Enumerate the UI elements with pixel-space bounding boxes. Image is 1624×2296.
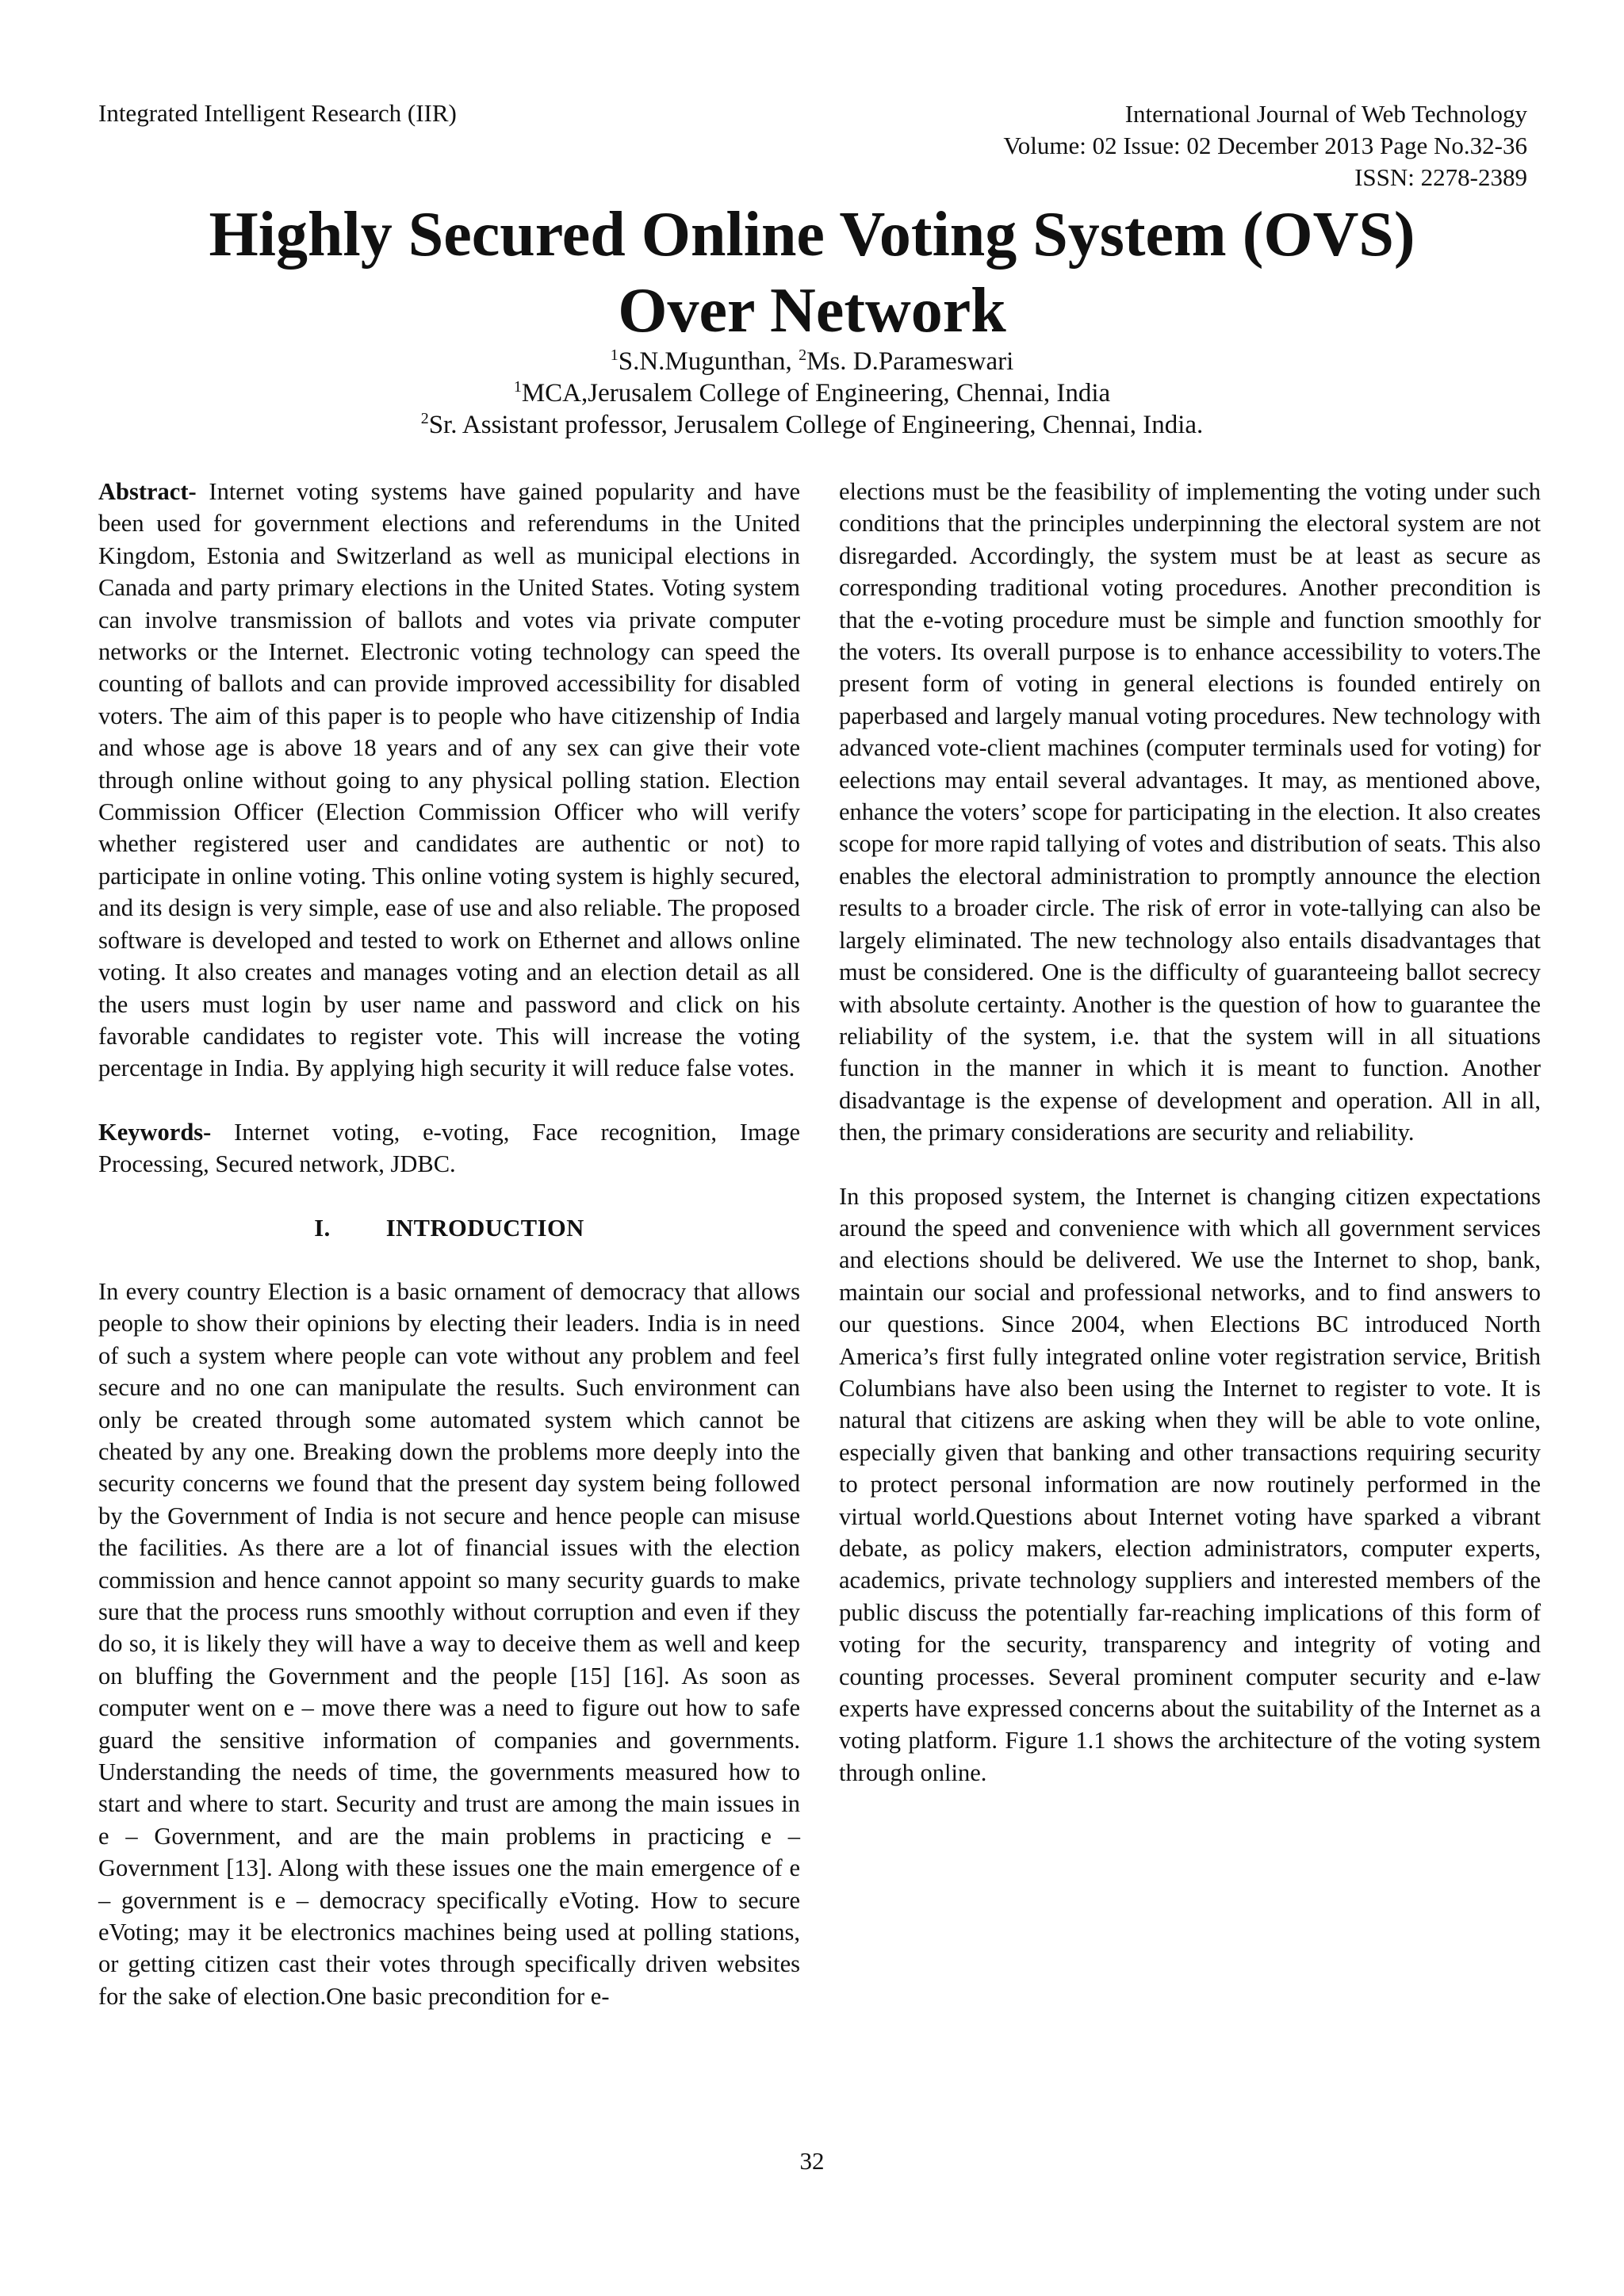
- paper-title: [98, 197, 1526, 349]
- keywords-label: Keywords-: [98, 1118, 212, 1146]
- intro-paragraph-right-1: elections must be the feasibility of implementing the voting under such conditions that the principles underpinning the electoral system are not disregarded. Accordingly, the system must be at least as secure as corresponding traditional voting procedures. Another precondition is that the e-voting procedure must be simple and function smoothly for the voters. Its overall purpose is to enhance accessibility to voters.The present form of voting in general elections is founded entirely on paperbased and largely manual voting procedures. New technology with advanced vote-client machines (computer terminals used for voting) for eelections may entail several advantages. It may, as mentioned above, enhance the voters’ scope for participating in the election. It also creates scope for more rapid tallying of votes and distribution of seats. This also enables the electoral administration to promptly announce the election results to a broader circle. The risk of error in vote-tallying can also be largely eliminated. The new technology also entails disadvantages that must be considered. One is the difficulty of guaranteeing ballot secrecy with absolute certainty. Another is the question of how to guarantee the reliability of the system, i.e. that the system will in all situations function in the manner in which it is meant to function. Another disadvantage is the expense of development and operation. All in all, then, the primary considerations are security and reliability.: [839, 478, 1541, 1146]
- abstract-paragraph: [98, 476, 800, 1085]
- keywords-paragraph: [98, 1116, 800, 1181]
- section-heading-introduction: [98, 1212, 800, 1244]
- header-journal-info: [1003, 98, 1527, 193]
- header-volume: Volume: 02 Issue: 02 December 2013 Page No.32-36: [1003, 132, 1527, 159]
- keywords-text: Internet voting, e-voting, Face recognition, Image Processing, Secured network, JDBC.: [98, 1118, 800, 1178]
- affiliation-1: [98, 377, 1526, 409]
- author1-name: S.N.Mugunthan,: [618, 347, 799, 376]
- section-number: I.: [314, 1214, 331, 1242]
- right-column: [839, 476, 1541, 1820]
- author-block: [98, 346, 1526, 441]
- paper-title-line2: Over Network: [618, 276, 1006, 346]
- author1-sup: 1: [610, 346, 619, 364]
- header-issn: ISSN: 2278-2389: [1354, 163, 1527, 191]
- author2-sup: 2: [799, 346, 807, 364]
- abstract-text: Internet voting systems have gained popularity and have been used for government elections and referendums in the United Kingdom, Estonia and Switzerland as well as municipal elections in Canada and party primary elections in the United States. Voting system can involve transmission of ballots and votes via private computer networks or the Internet. Electronic voting technology can speed the counting of ballots and can provide improved accessibility for disabled voters. The aim of this paper is to people who have citizenship of India and whose age is above 18 years and of any sex can give their vote through online without going to any physical polling station. Election Commission Officer (Election Commission Officer who will verify whether registered user and candidates are authentic or not) to participate in online voting. This online voting system is highly secured, and its design is very simple, ease of use and also reliable. The proposed software is developed and tested to work on Ethernet and allows online voting. It also creates and manages voting and an election detail as all the users must login by user name and password and click on his favorable candidates to register vote. This will increase the voting percentage in India. By applying high security it will reduce false votes.: [98, 478, 800, 1082]
- page-number: 32: [799, 2147, 825, 2175]
- intro-paragraph-left: In every country Election is a basic ornament of democracy that allows people to show their opinions by electing their leaders. India is in need of such a system where people can vote without any problem and feel secure and no one can manipulate the results. Such environment can only be created through some automated system which cannot be cheated by any one. Breaking down the problems more deeply into the security concerns we found that the present day system being followed by the Government of India is not secure and hence people can misuse the facilities. As there are a lot of financial issues with the election commission and hence cannot appoint so many security guards to make sure that the process runs smoothly without corruption and even if they do so, it is likely they will have a way to deceive them as well and keep on bluffing the Government and the people [15] [16]. As soon as computer went on e – move there was a need to figure out how to safe guard the sensitive information of companies and governments. Understanding the needs of time, the governments measured how to start and where to start. Security and trust are among the main issues in e – Government, and are the main problems in practicing e – Government [13]. Along with these issues one the main emergence of e – government is e – democracy specifically eVoting. How to secure eVoting; may it be electronics machines being used at polling stations, or getting citizen cast their votes through specifically driven websites for the sake of election.One basic precondition for e-: [98, 1277, 800, 2010]
- author2-name: Ms. D.Parameswari: [806, 347, 1014, 376]
- header-publisher: Integrated Intelligent Research (IIR): [98, 99, 457, 127]
- paper-title-line1: Highly Secured Online Voting System (OVS): [209, 200, 1415, 270]
- header-journal-name: International Journal of Web Technology: [1124, 100, 1527, 128]
- affiliation-2: [98, 409, 1526, 441]
- author-names: [98, 346, 1526, 377]
- abstract-label: Abstract-: [98, 478, 197, 505]
- affiliation2-text: Sr. Assistant professor, Jerusalem College of Engineering, Chennai, India.: [428, 411, 1204, 439]
- left-column: [98, 476, 800, 2044]
- affiliation2-sup: 2: [420, 410, 429, 427]
- affiliation1-sup: 1: [513, 378, 522, 396]
- intro-paragraph-right-2: In this proposed system, the Internet is changing citizen expectations around the speed and convenience with which all government services and elections should be delivered. We use the Internet to shop, bank, maintain our social and professional networks, and to find answers to our questions. Since 2004, when Elections BC introduced North America’s first fully integrated online voter registration service, British Columbians have also been using the Internet to register to vote. It is natural that citizens are asking when they will be able to vote online, especially given that banking and other transactions requiring security to protect personal information are now routinely performed in the virtual world.Questions about Internet voting have sparked a vibrant debate, as policy makers, election administrators, computer experts, academics, private technology suppliers and interested members of the public discuss the potentially far-reaching implications of this form of voting for the security, transparency and integrity of voting and counting processes. Several prominent computer security and e-law experts have expressed concerns about the suitability of the Internet as a voting platform. Figure 1.1 shows the architecture of the voting system through online.: [839, 1182, 1541, 1786]
- affiliation1-text: MCA,Jerusalem College of Engineering, Chennai, India: [521, 379, 1111, 408]
- section-title: INTRODUCTION: [385, 1214, 584, 1242]
